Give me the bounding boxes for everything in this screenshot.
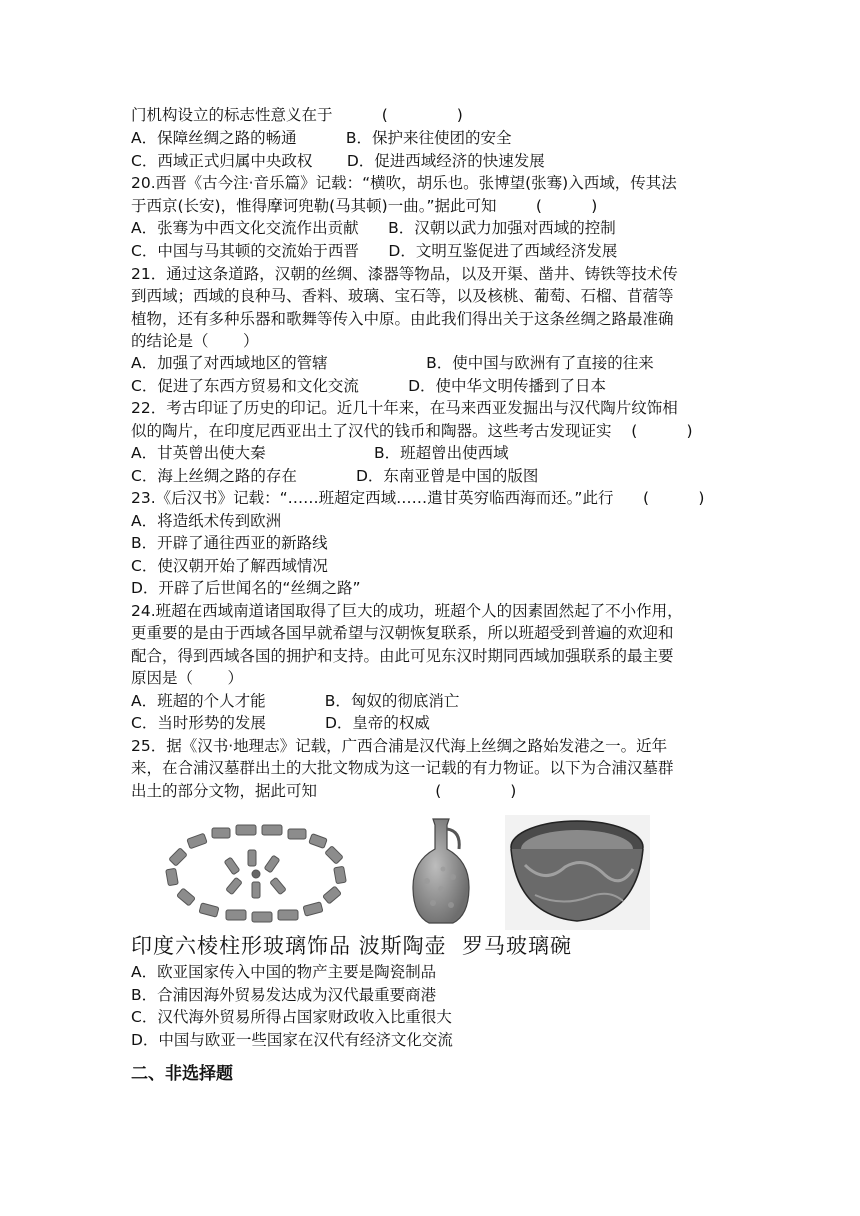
text-line: 的结论是（ ） (131, 332, 259, 350)
text-line: 更重要的是由于西域各国早就希望与汉朝恢复联系，所以班超受到普遍的欢迎和 (131, 624, 674, 642)
persian-vase-image (405, 815, 477, 930)
text-line: 来，在合浦汉墓群出土的大批文物成为这一记载的有力物证。以下为合浦汉墓群 (131, 759, 674, 777)
question-22: 22．考古印证了历史的印记。近几十年来，在马来西亚发掘出与汉代陶片纹饰相 (131, 399, 678, 417)
option-line: A．加强了对西域地区的管辖 B．使中国与欧洲有了直接的往来 (131, 354, 654, 372)
question-21: 21．通过这条道路，汉朝的丝绸、漆器等物品，以及开渠、凿井、铸铁等技术传 (131, 265, 678, 283)
text-line: 似的陶片，在印度尼西亚出土了汉代的钱币和陶器。这些考古发现证实 ( ) (131, 422, 693, 440)
text-line: 植物，还有多种乐器和歌舞等传入中原。由此我们得出关于这条丝绸之路最准确 (131, 310, 674, 328)
text-line: 原因是（ ） (131, 669, 243, 687)
option-line: D．中国与欧亚一些国家在汉代有经济文化交流 (131, 1031, 453, 1049)
option-line: A．甘英曾出使大秦 B．班超曾出使西域 (131, 444, 509, 462)
option-line: C．中国与马其顿的交流始于西晋 D．文明互鉴促进了西域经济发展 (131, 242, 618, 260)
text-line: 于西京(长安)，惟得摩诃兜勒(马其顿)一曲。”据此可知 ( ) (131, 197, 598, 215)
option-line: D．开辟了后世闻名的“丝绸之路” (131, 579, 361, 597)
option-line: C．西域正式归属中央政权 D．促进西域经济的快速发展 (131, 152, 545, 170)
question-25: 25．据《汉书·地理志》记载，广西合浦是汉代海上丝绸之路始发港之一。近年 (131, 737, 668, 755)
caption-persian-vase: 波斯陶壶 (358, 934, 447, 958)
option-line: A．将造纸术传到欧洲 (131, 512, 282, 530)
artifact-captions (131, 930, 572, 960)
text-line: 配合，得到西域各国的拥护和支持。由此可见东汉时期同西域加强联系的最主要 (131, 647, 674, 665)
text-line: 出土的部分文物，据此可知 ( ) (131, 782, 517, 800)
option-line: A．欧亚国家传入中国的物产主要是陶瓷制品 (131, 963, 437, 981)
section-title: 二、非选择题 (131, 1064, 233, 1084)
text-line: 门机构设立的标志性意义在于 ( ) (131, 106, 463, 124)
caption-roman-bowl: 罗马玻璃碗 (462, 934, 573, 958)
option-line: B．开辟了通往西亚的新路线 (131, 534, 328, 552)
question-20: 20.西晋《古今注·音乐篇》记载：“横吹，胡乐也。张博望(张骞)入西域，传其法 (131, 174, 677, 192)
glass-beads-image (152, 820, 360, 930)
question-24: 24.班超在西域南道诸国取得了巨大的成功，班超个人的因素固然起了不小作用， (131, 602, 683, 620)
caption-glass-beads: 印度六棱柱形玻璃饰品 (131, 934, 351, 958)
option-line: C．汉代海外贸易所得占国家财政收入比重很大 (131, 1008, 452, 1026)
text-line: 到西域；西域的良种马、香料、玻璃、宝石等，以及核桃、葡萄、石榴、苜蓿等 (131, 287, 674, 305)
option-line: A．保障丝绸之路的畅通 B．保护来往使团的安全 (131, 129, 512, 147)
option-line: C．当时形势的发展 D．皇帝的权威 (131, 714, 430, 732)
option-line: B．合浦因海外贸易发达成为汉代最重要商港 (131, 986, 437, 1004)
option-line: C．海上丝绸之路的存在 D．东南亚曾是中国的版图 (131, 467, 539, 485)
option-line: A．张骞为中西文化交流作出贡献 B．汉朝以武力加强对西域的控制 (131, 219, 616, 237)
roman-glass-bowl-image (505, 815, 650, 930)
option-line: C．使汉朝开始了解西域情况 (131, 557, 328, 575)
question-23: 23.《后汉书》记载：“……班超定西域……遣甘英穷临西海而还。”此行 ( ) (131, 489, 705, 507)
option-line: A．班超的个人才能 B．匈奴的彻底消亡 (131, 692, 460, 710)
option-line: C．促进了东西方贸易和文化交流 D．使中华文明传播到了日本 (131, 377, 607, 395)
